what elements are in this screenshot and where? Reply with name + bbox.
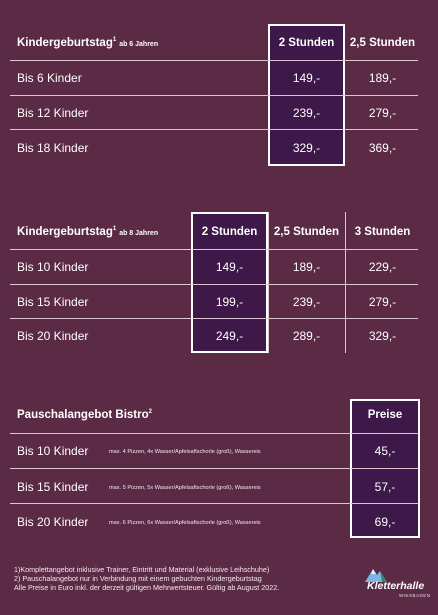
row-label: Bis 10 Kinder — [17, 260, 89, 274]
logo-subtitle: WIESBADEN — [399, 593, 431, 598]
row-divider — [10, 95, 418, 96]
row-description: max. 4 Pizzen, 4x Wasser/Apfelsaftschorle (groß), Wassereis — [109, 449, 261, 455]
price-cell: 229,- — [368, 260, 397, 274]
row-label: Bis 18 Kinder — [17, 141, 89, 155]
row-label: Bis 15 Kinder — [17, 480, 89, 494]
row-label: Bis 6 Kinder — [17, 71, 82, 85]
row-label: Bis 20 Kinder — [17, 515, 89, 529]
footnote: Alle Preise in Euro inkl. der derzeit gültigen Mehrwertsteuer. Gültig ab August 2022. — [14, 583, 280, 592]
price-cell: 329,- — [292, 141, 321, 155]
column-header-2-5-stunden: 2,5 Stunden — [273, 226, 340, 238]
price-cell: 239,- — [292, 295, 321, 309]
price-cell: 69,- — [374, 515, 396, 529]
footnotes — [14, 565, 279, 592]
row-divider — [10, 284, 418, 285]
footnote: 1)Komplettangebot inklusive Trainer, Eintritt und Material (exklusive Leihschuhe) — [14, 565, 270, 574]
row-label: Bis 12 Kinder — [17, 106, 89, 120]
row-divider — [10, 433, 418, 434]
row-divider — [10, 60, 418, 61]
price-cell: 369,- — [368, 141, 397, 155]
row-label: Bis 15 Kinder — [17, 295, 89, 309]
row-divider — [10, 249, 418, 250]
table-title: Kindergeburtstag$^1$ab 8 Jahren — [17, 226, 159, 238]
table-title: Kindergeburtstag$^1$ab 6 Jahren — [17, 37, 159, 49]
row-description: max. 6 Pizzen, 6x Wasser/Apfelsaftschorle (groß), Wassereis — [109, 520, 261, 526]
row-divider — [10, 318, 418, 319]
row-divider — [10, 129, 418, 130]
price-cell: 329,- — [368, 329, 397, 343]
column-header-2-5-stunden: 2,5 Stunden — [349, 37, 416, 49]
price-cell: 189,- — [292, 260, 321, 274]
row-label: Bis 10 Kinder — [17, 444, 89, 458]
row-label: Bis 20 Kinder — [17, 329, 89, 343]
column-header-2-stunden: 2 Stunden — [278, 37, 335, 49]
row-divider — [10, 468, 418, 469]
price-cell: 149,- — [215, 260, 244, 274]
price-cell: 279,- — [368, 295, 397, 309]
row-divider — [10, 503, 418, 504]
price-cell: 279,- — [368, 106, 397, 120]
price-cell: 199,- — [215, 295, 244, 309]
logo — [365, 566, 431, 600]
price-cell: 249,- — [215, 329, 244, 343]
logo-name: Kletterhalle — [367, 580, 425, 592]
row-description: max. 5 Pizzen, 5x Wasser/Apfelsaftschorle (groß), Wassereis — [109, 485, 261, 491]
price-cell: 149,- — [292, 71, 321, 85]
footnote: 2) Pauschalangebot nur in Verbindung mit einem gebuchten Kindergeburtstag — [14, 574, 262, 583]
column-header-3-stunden: 3 Stunden — [354, 226, 411, 238]
price-cell: 57,- — [374, 480, 396, 494]
table-title: Pauschalangebot Bistro$^2$ — [17, 409, 152, 421]
price-cell: 289,- — [292, 329, 321, 343]
column-header-preise: Preise — [367, 409, 403, 421]
price-cell: 239,- — [292, 106, 321, 120]
column-header-2-stunden: 2 Stunden — [201, 226, 258, 238]
price-cell: 45,- — [374, 444, 396, 458]
price-cell: 189,- — [368, 71, 397, 85]
